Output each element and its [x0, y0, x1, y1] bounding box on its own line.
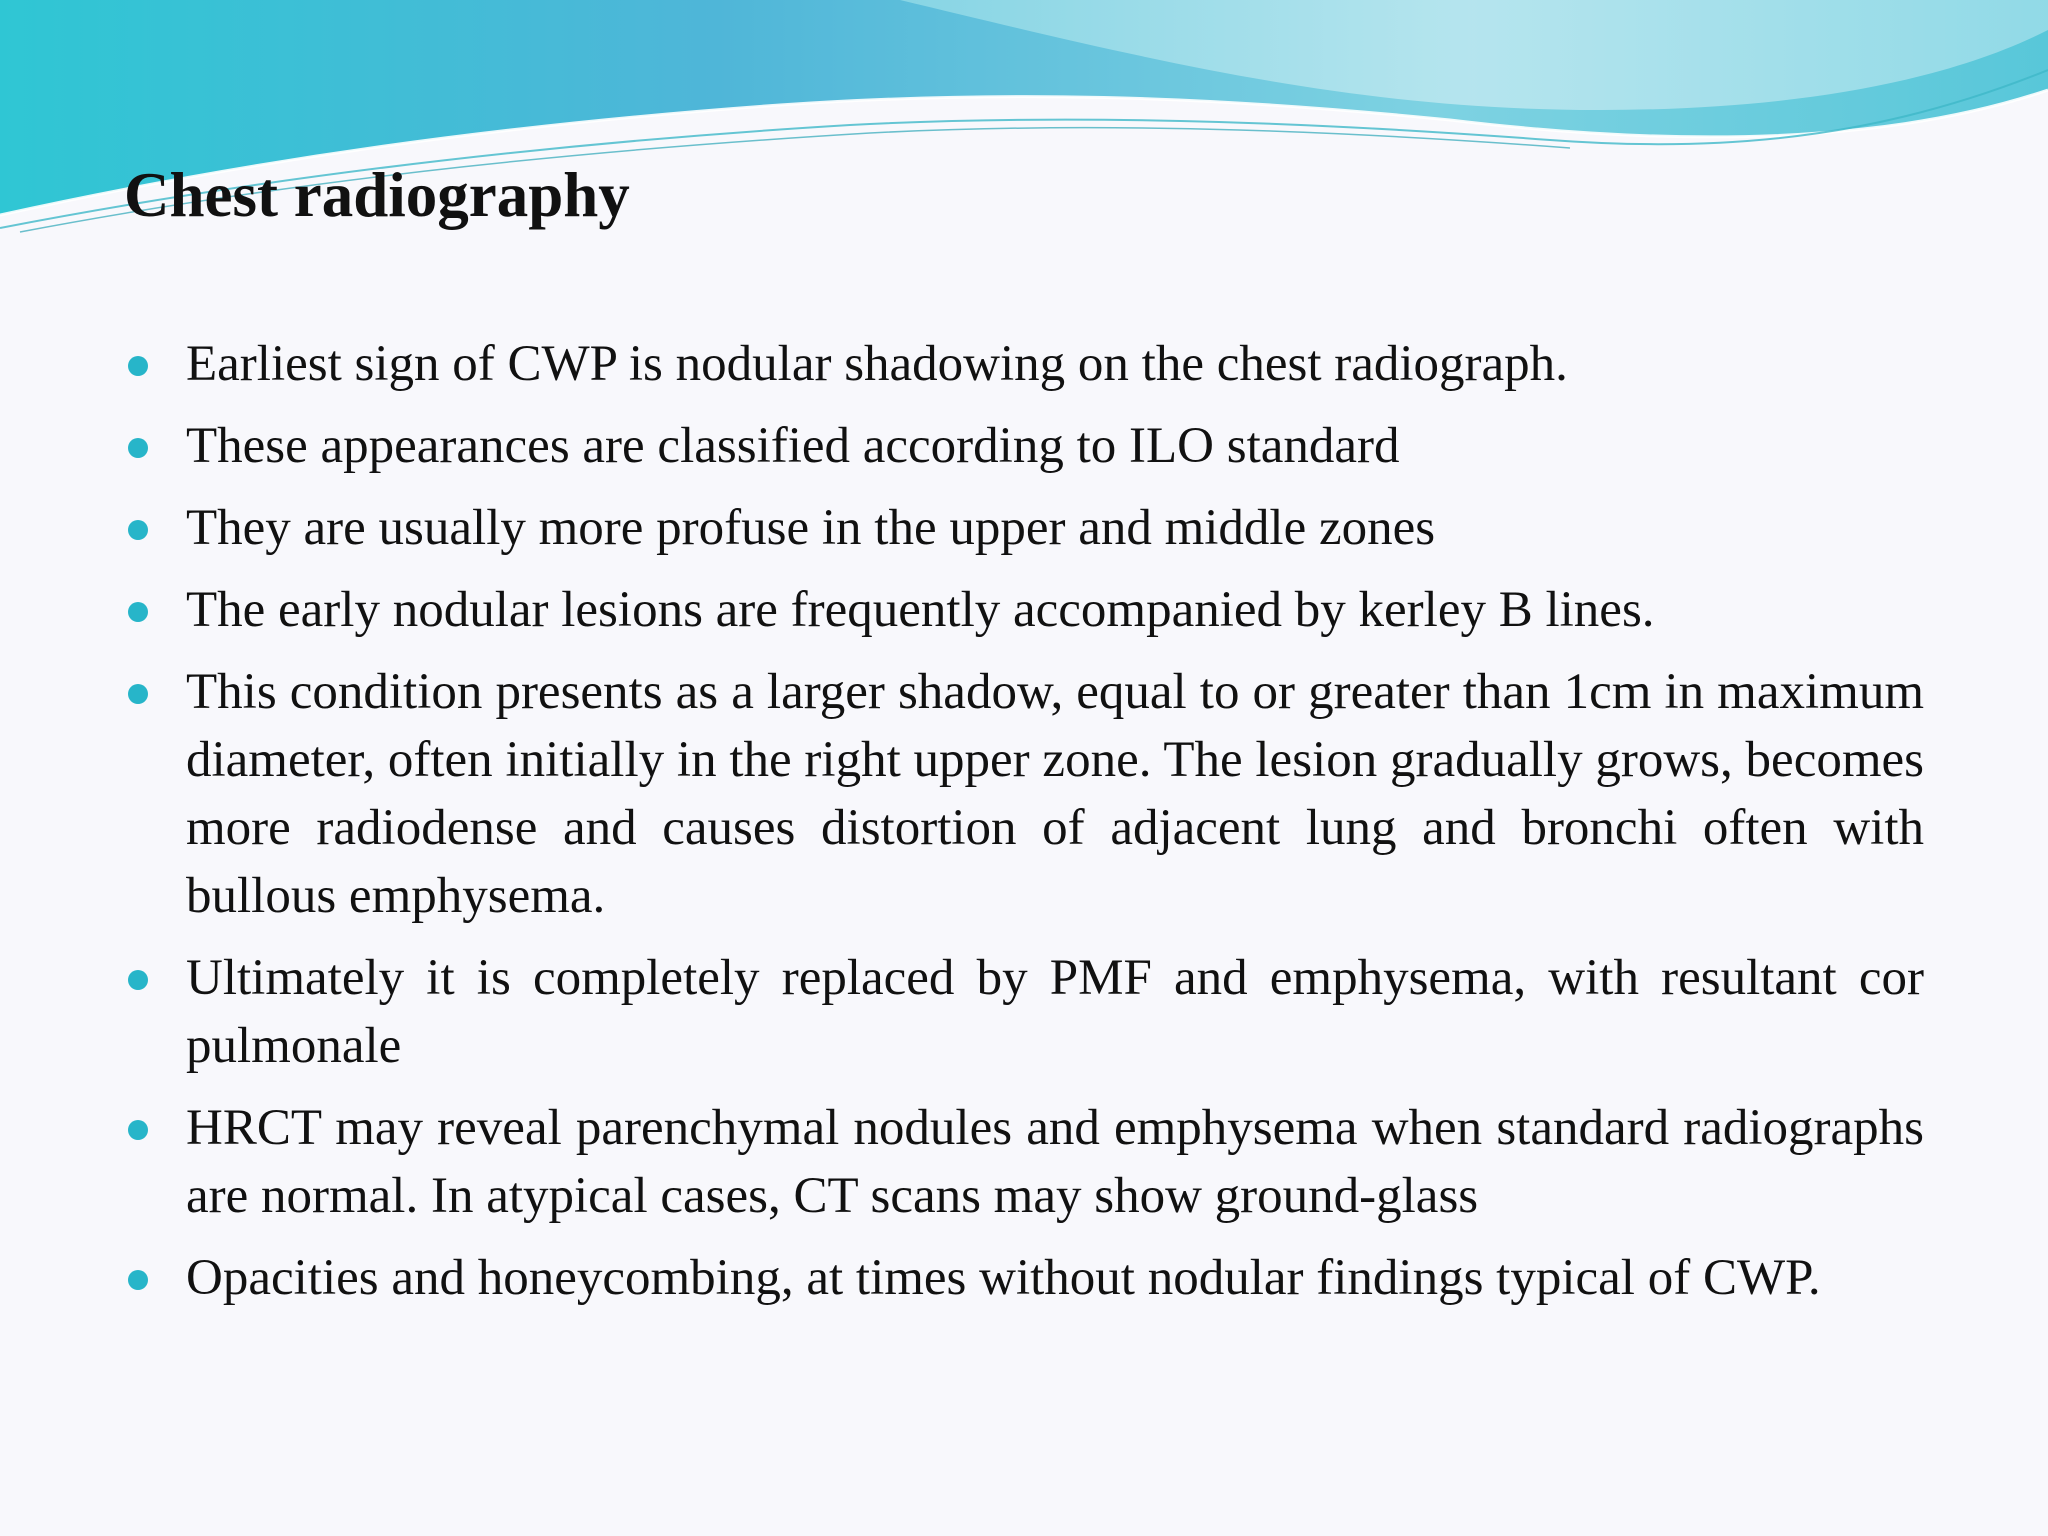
bullet-text: Earliest sign of CWP is nodular shadowing on the chest radiograph.	[186, 336, 1568, 392]
bullet-dot-icon	[128, 970, 148, 990]
bullet-item	[124, 494, 1924, 562]
bullet-text: These appearances are classified according to ILO standard	[186, 418, 1400, 474]
bullet-list	[124, 330, 1924, 1326]
bullet-item	[124, 576, 1924, 644]
slide-title: Chest radiography	[124, 160, 630, 230]
bullet-text: HRCT may reveal parenchymal nodules and emphysema when standard radiographs are normal. In atypical cases, CT scans may show ground-glass	[186, 1100, 1924, 1224]
bullet-item	[124, 412, 1924, 480]
bullet-text: Opacities and honeycombing, at times without nodular findings typical of CWP.	[186, 1250, 1821, 1306]
bullet-text: They are usually more profuse in the upper and middle zones	[186, 500, 1436, 556]
bullet-item	[124, 944, 1924, 1080]
bullet-item	[124, 1094, 1924, 1230]
bullet-item	[124, 1244, 1924, 1312]
bullet-text: Ultimately it is completely replaced by PMF and emphysema, with resultant cor pulmonale	[186, 950, 1924, 1074]
bullet-dot-icon	[128, 602, 148, 622]
bullet-item	[124, 330, 1924, 398]
bullet-dot-icon	[128, 1270, 148, 1290]
bullet-dot-icon	[128, 684, 148, 704]
bullet-dot-icon	[128, 520, 148, 540]
bullet-item	[124, 658, 1924, 930]
bullet-dot-icon	[128, 356, 148, 376]
bullet-text: This condition presents as a larger shadow, equal to or greater than 1cm in maximum diameter, often initially in the right upper zone. The lesion gradually grows, becomes more radiodense and causes distortion of adjacent lung and bronchi often with bullous emphysema.	[186, 664, 1924, 924]
bullet-text: The early nodular lesions are frequently accompanied by kerley B lines.	[186, 582, 1655, 638]
bullet-dot-icon	[128, 438, 148, 458]
bullet-dot-icon	[128, 1120, 148, 1140]
